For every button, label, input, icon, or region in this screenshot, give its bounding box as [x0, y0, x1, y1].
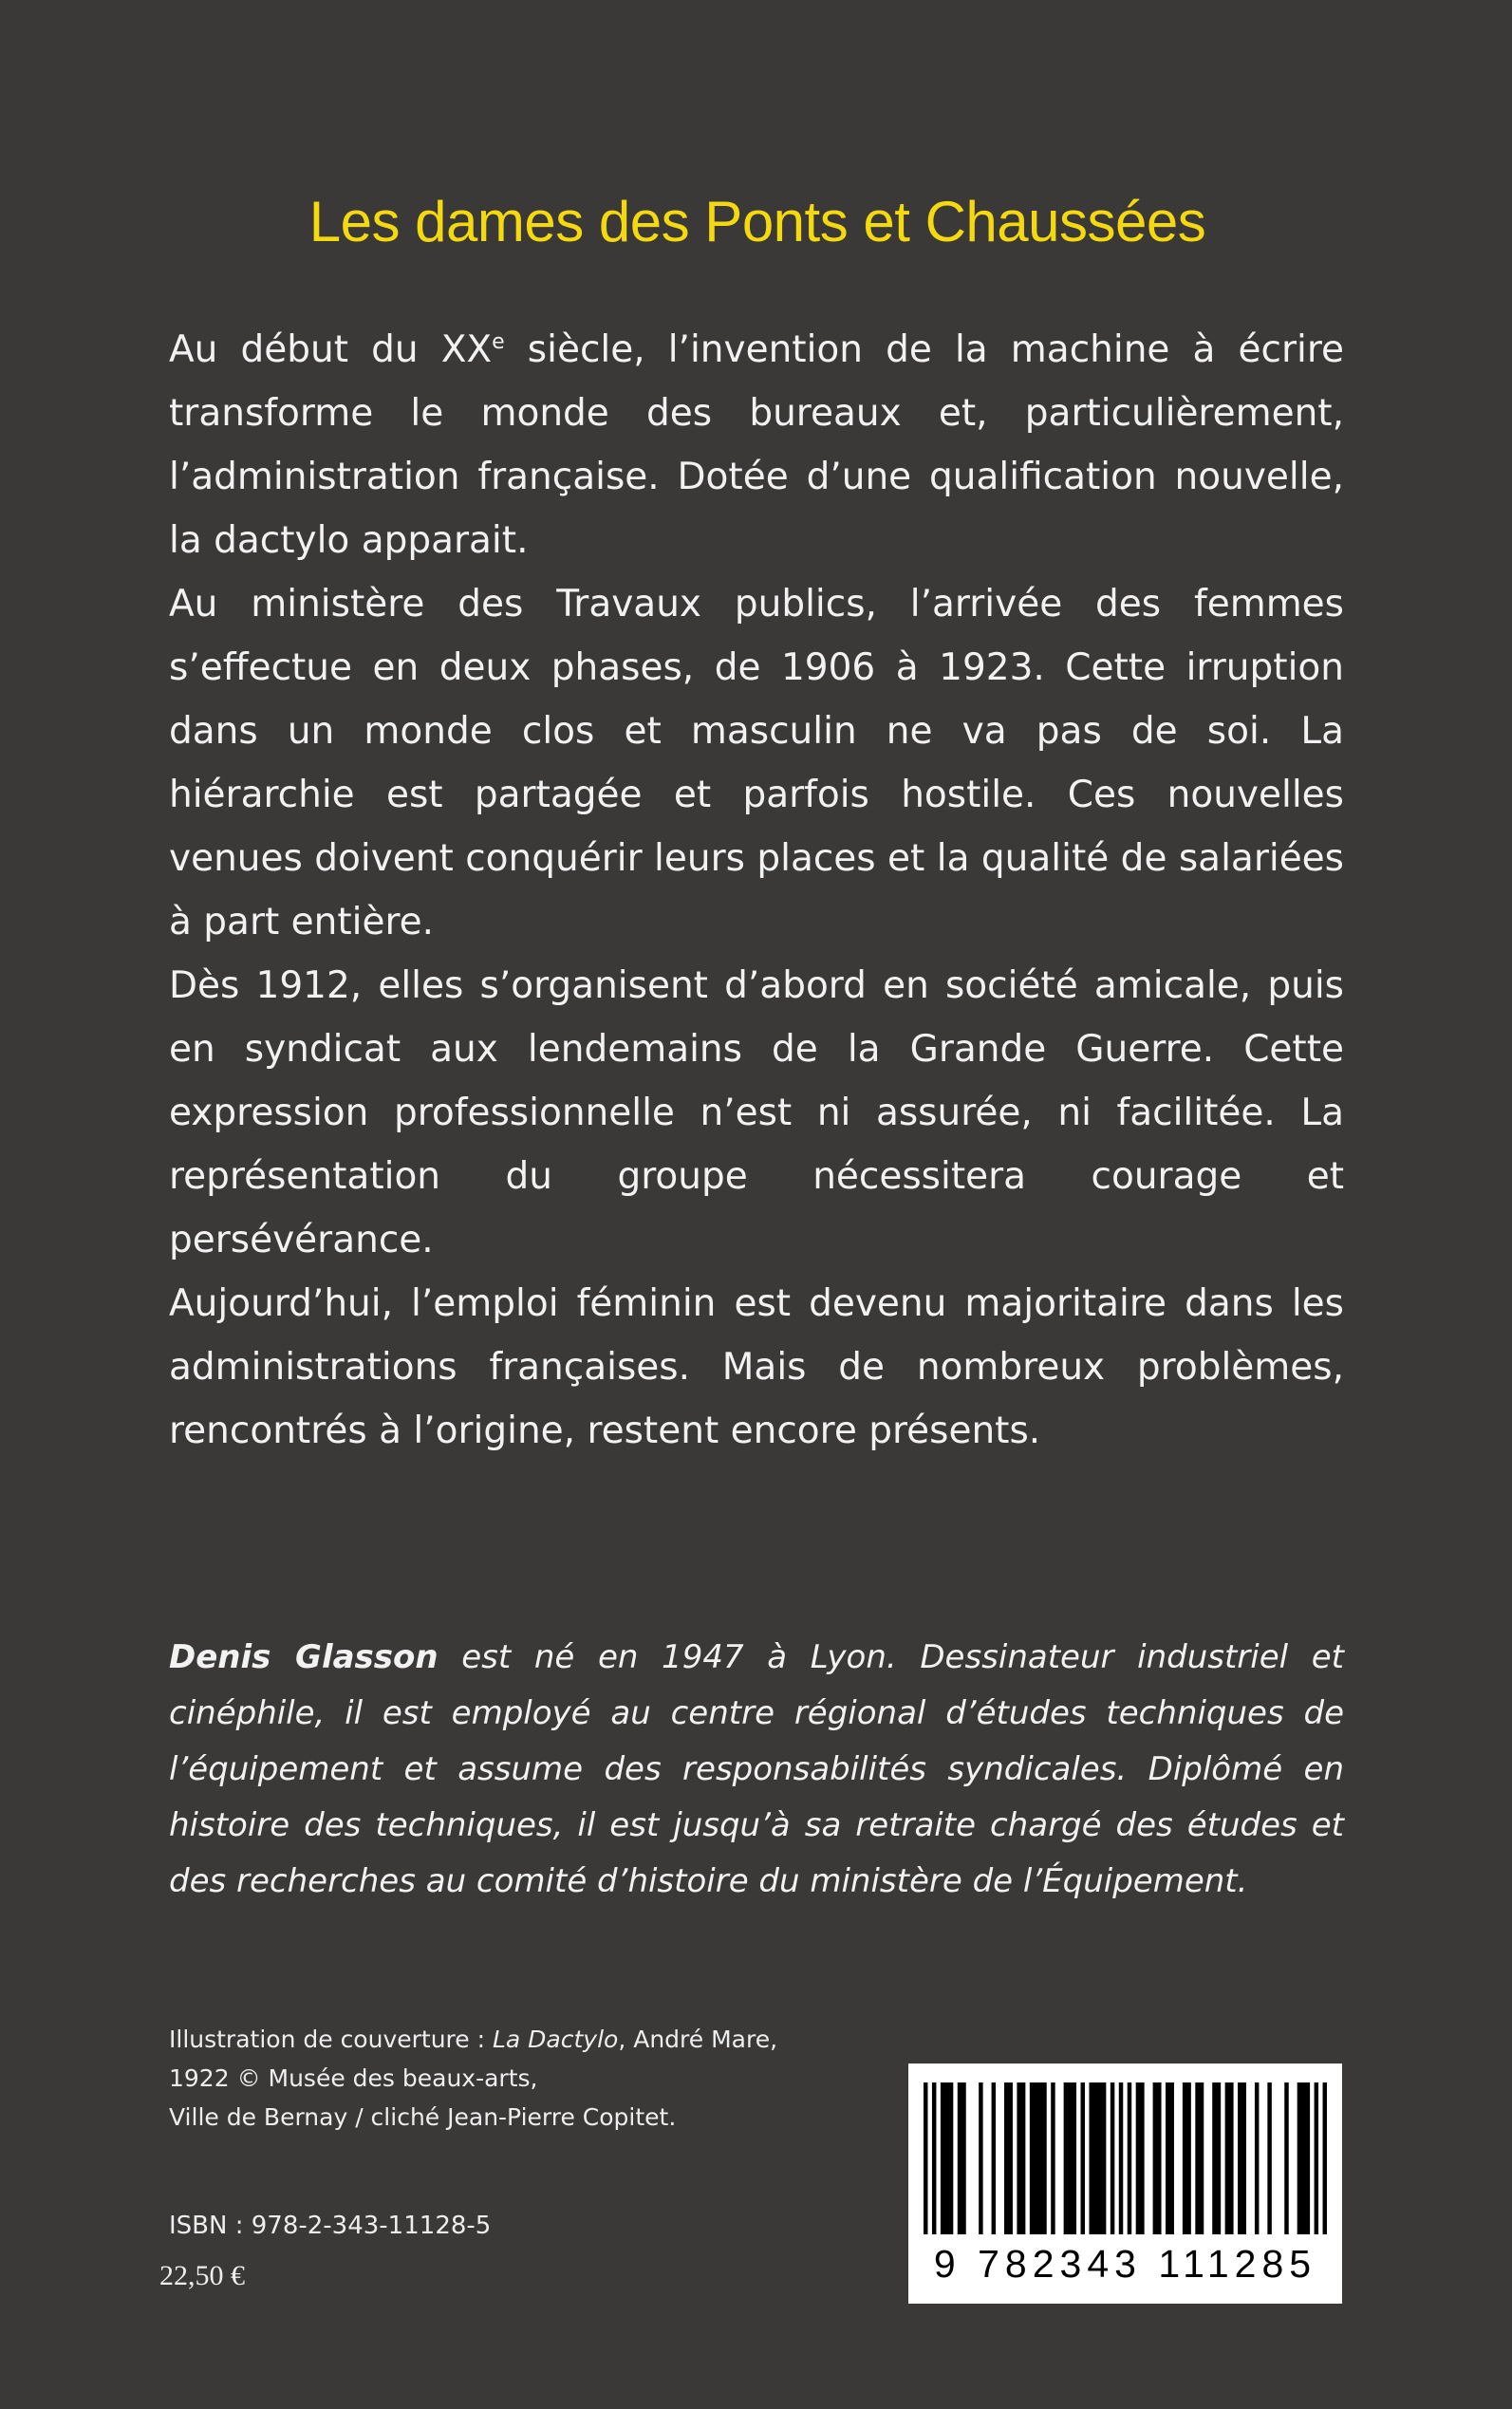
barcode-bar: [941, 2082, 953, 2234]
barcode-bar: [1128, 2082, 1131, 2234]
credits-line-1: [169, 2020, 778, 2059]
illustration-credits: [169, 2020, 778, 2137]
barcode-bar: [1267, 2082, 1271, 2234]
barcode-bar: [1017, 2082, 1025, 2234]
barcode-bar: [1284, 2082, 1288, 2234]
barcode-bar: [1004, 2082, 1013, 2234]
barcode-panel: [908, 2064, 1342, 2304]
back-cover-blurb: [169, 318, 1344, 1463]
barcode-bar: [992, 2082, 996, 2234]
ean13-barcode: [924, 2082, 1327, 2234]
barcode-bar: [924, 2082, 927, 2234]
barcode-digits: 9 782343 111285: [933, 2242, 1317, 2286]
century-superscript: e: [492, 330, 505, 354]
credits-artist: , André Mare,: [618, 2026, 778, 2053]
barcode-bar: [932, 2082, 936, 2234]
barcode-bar: [1297, 2082, 1310, 2234]
book-price: 22,50 €: [159, 2260, 245, 2291]
blurb-p1-rest: siècle, l’invention de la machine à écrire transforme le monde des bureaux et, particulièrement, l’administration française. Dotée d’une qualification nouvelle, la dactylo apparait.: [169, 328, 1344, 562]
blurb-paragraph-2: Au ministère des Travaux publics, l’arrivée des femmes s’effectue en deux phases, de 1906 à 1923. Cette irruption dans un monde clos et masculin ne va pas de soi. La hiérarchie est partagée et parfois hostile. Ces nouvelles venues doivent conquérir leurs places et la qualité de salariées à part entière.: [169, 583, 1344, 943]
barcode-bar: [1111, 2082, 1114, 2234]
barcode-bar: [1238, 2082, 1246, 2234]
author-bio-text: est né en 1947 à Lyon. Dessinateur industriel et cinéphile, il est employé au centre régional d’études techniques de l’équipement et assume des responsabilités syndicales. Diplômé en histoire des techniques, il est jusqu’à sa retraite chargé des études et des recherches au comité d’histoire du ministère de l’Équipement.: [169, 1638, 1344, 1900]
author-name: Denis Glasson: [169, 1638, 439, 1676]
blurb-paragraph-4: Aujourd’hui, l’emploi féminin est devenu majoritaire dans les administrations françaises. Mais de nombreux problèmes, rencontrés à l’origine, restent encore présents.: [169, 1282, 1344, 1452]
barcode-bar: [1051, 2082, 1055, 2234]
barcode-bar: [1119, 2082, 1123, 2234]
isbn-number: ISBN : 978-2-343-11128-5: [169, 2212, 492, 2240]
blurb-paragraph-1: [169, 318, 1344, 572]
barcode-bar: [958, 2082, 966, 2234]
credits-line-2: 1922 © Musée des beaux-arts,: [169, 2064, 538, 2092]
barcode-bar: [1030, 2082, 1047, 2234]
credits-prefix: Illustration de couverture :: [169, 2026, 493, 2053]
barcode-bar: [1255, 2082, 1259, 2234]
blurb-p1-start: Au début du XX: [169, 328, 493, 371]
barcode-bar: [1323, 2082, 1327, 2234]
barcode-bar: [1212, 2082, 1221, 2234]
barcode-bar: [1153, 2082, 1162, 2234]
barcode-bar: [1136, 2082, 1145, 2234]
barcode-bar: [1195, 2082, 1204, 2234]
barcode-bar: [1081, 2082, 1085, 2234]
book-title: Les dames des Ponts et Chaussées: [308, 190, 1206, 253]
author-bio: [169, 1630, 1344, 1910]
blurb-paragraph-3: Dès 1912, elles s’organisent d’abord en société amicale, puis en syndicat aux lendemains de la Grande Guerre. Cette expression professionnelle n’est ni assurée, ni facilitée. La représentation du groupe nécessitera courage et persévérance.: [169, 964, 1344, 1261]
barcode-bar: [1225, 2082, 1234, 2234]
barcode-bar: [1166, 2082, 1174, 2234]
barcode-bar: [1315, 2082, 1318, 2234]
barcode-bar: [1089, 2082, 1106, 2234]
barcode-bar: [979, 2082, 982, 2234]
credits-line-3: Ville de Bernay / cliché Jean-Pierre Copitet.: [169, 2103, 677, 2131]
barcode-bar: [1183, 2082, 1191, 2234]
artwork-title: La Dactylo: [492, 2026, 619, 2053]
barcode-bar: [1064, 2082, 1076, 2234]
